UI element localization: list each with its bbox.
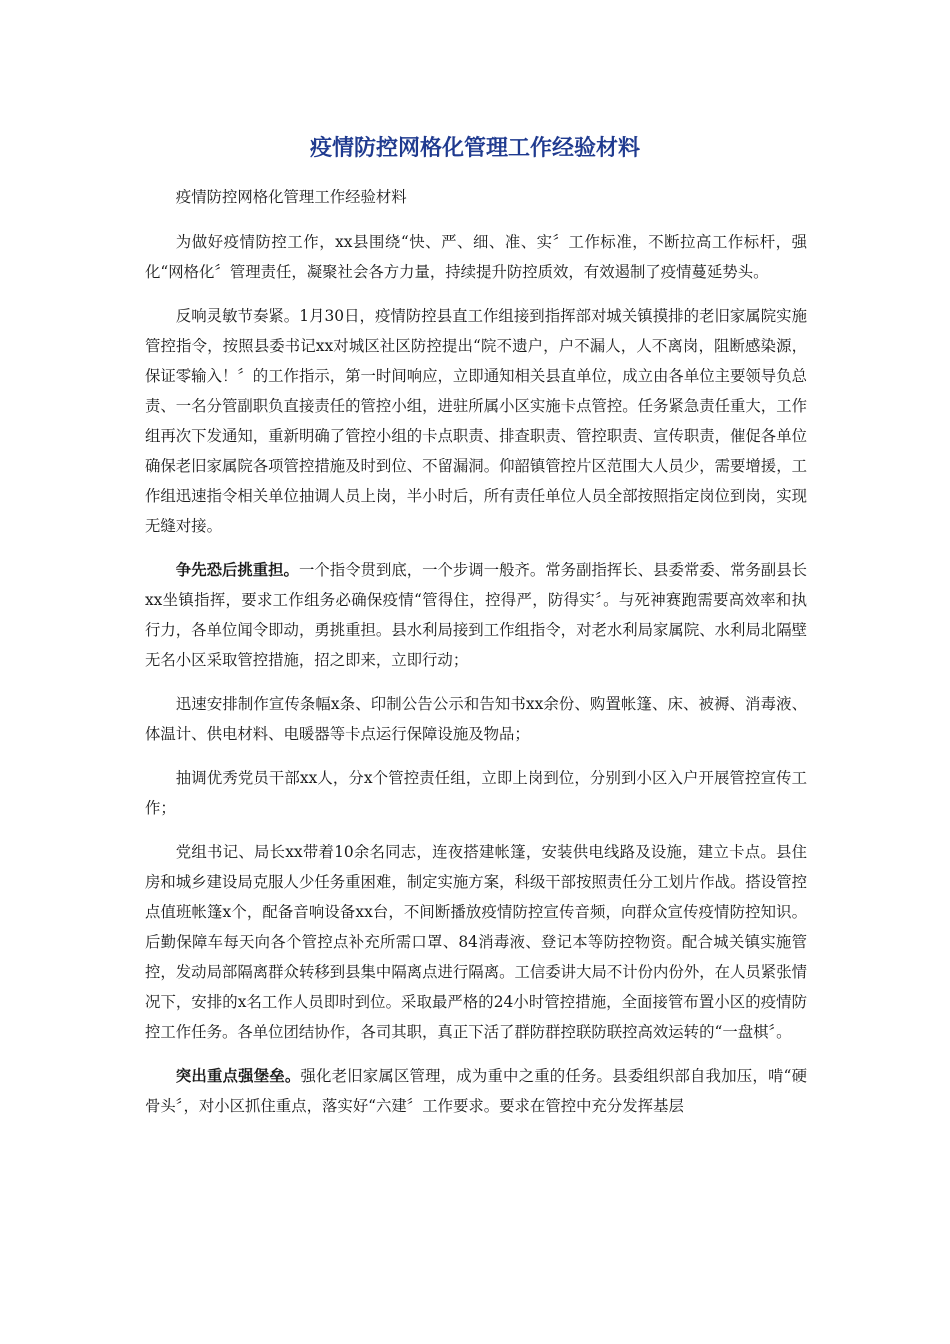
paragraph-text: 强化老旧家属区管理，成为重中之重的任务。县委组织部自我加压，啃“硬骨头〞，对小区抓住重点，落实好“六建〞工作要求。要求在管控中充分发挥基层 bbox=[145, 1067, 807, 1115]
paragraph-staffing bbox=[145, 763, 807, 823]
paragraph-text: 为做好疫情防控工作，xx县围绕“快、严、细、准、实〞工作标准，不断拉高工作标杆，强化“网格化〞管理责任，凝聚社会各方力量，持续提升防控质效，有效遏制了疫情蔓延势头。 bbox=[145, 233, 807, 281]
paragraph-text: 反响灵敏节奏紧。1月30日，疫情防控县直工作组接到指挥部对城关镇摸排的老旧家属院实施管控指令，按照县委书记xx对城区社区防控提出“院不遗户，户不漏人，人不离岗，阻断感染源，保证零输入！〞的工作指示，第一时间响应，立即通知相关县直单位，成立由各单位主要领导负总责、一名分管副职负直接责任的管控小组，进驻所属小区实施卡点管控。任务紧急责任重大，工作组再次下发通知，重新明确了管控小组的卡点职责、排查职责、管控职责、宣传职责，催促各单位确保老旧家属院各项管控措施及时到位、不留漏洞。仰韶镇管控片区范围大人员少，需要增援，工作组迅速指令相关单位抽调人员上岗，半小时后，所有责任单位人员全部按照指定岗位到岗，实现无缝对接。 bbox=[145, 307, 807, 535]
document-subtitle: 疫情防控网格化管理工作经验材料 bbox=[175, 188, 407, 206]
document-title: 疫情防控网格化管理工作经验材料 bbox=[309, 136, 640, 161]
paragraph-text: 一个指令贯到底，一个步调一般齐。常务副指挥长、县委常委、常务副县长xx坐镇指挥，要求工作组务必确保疫情“管得住，控得严，防得实〞。与死神赛跑需要高效率和执行力，各单位闻令即动，勇挑重担。县水利局接到工作组指令，对老水利局家属院、水利局北隔壁无名小区采取管控措施，招之即来，立即行动； bbox=[145, 561, 807, 669]
paragraph-text: 党组书记、局长xx带着10余名同志，连夜搭建帐篷，安装供电线路及设施，建立卡点。县住房和城乡建设局克服人少任务重困难，制定实施方案，科级干部按照责任分工划片作战。搭设管控点值班帐篷x个，配备音响设备xx台，不间断播放疫情防控宣传音频，向群众宣传疫情防控知识。后勤保障车每天向各个管控点补充所需口罩、84消毒液、登记本等防控物资。配合城关镇实施管控，发动局部隔离群众转移到县集中隔离点进行隔离。工信委讲大局不计份内份外，在人员紧张情况下，安排的x名工作人员即时到位。采取最严格的24小时管控措施，全面接管布置小区的疫情防控工作任务。各单位团结协作，各司其职，真正下活了群防群控联防联控高效运转的“一盘棋〞。 bbox=[145, 843, 807, 1041]
paragraph-quick-response bbox=[145, 301, 807, 541]
paragraph-text: 抽调优秀党员干部xx人，分x个管控责任组，立即上岗到位，分别到小区入户开展管控宣传工作； bbox=[145, 769, 807, 817]
paragraph-take-responsibility bbox=[145, 555, 807, 675]
paragraph-lead-heading: 突出重点强堡垒。 bbox=[175, 1067, 301, 1085]
paragraph-text: 迅速安排制作宣传条幅x条、印制公告公示和告知书xx余份、购置帐篷、床、被褥、消毒液、体温计、供电材料、电暖器等卡点运行保障设施及物品； bbox=[145, 695, 807, 743]
paragraph-checkpoints bbox=[145, 837, 807, 1047]
paragraph-intro bbox=[145, 227, 807, 287]
document-body bbox=[145, 182, 807, 1135]
paragraph-key-points bbox=[145, 1061, 807, 1121]
paragraph-supplies bbox=[145, 689, 807, 749]
paragraph-lead-heading: 争先恐后挑重担。 bbox=[175, 561, 299, 579]
